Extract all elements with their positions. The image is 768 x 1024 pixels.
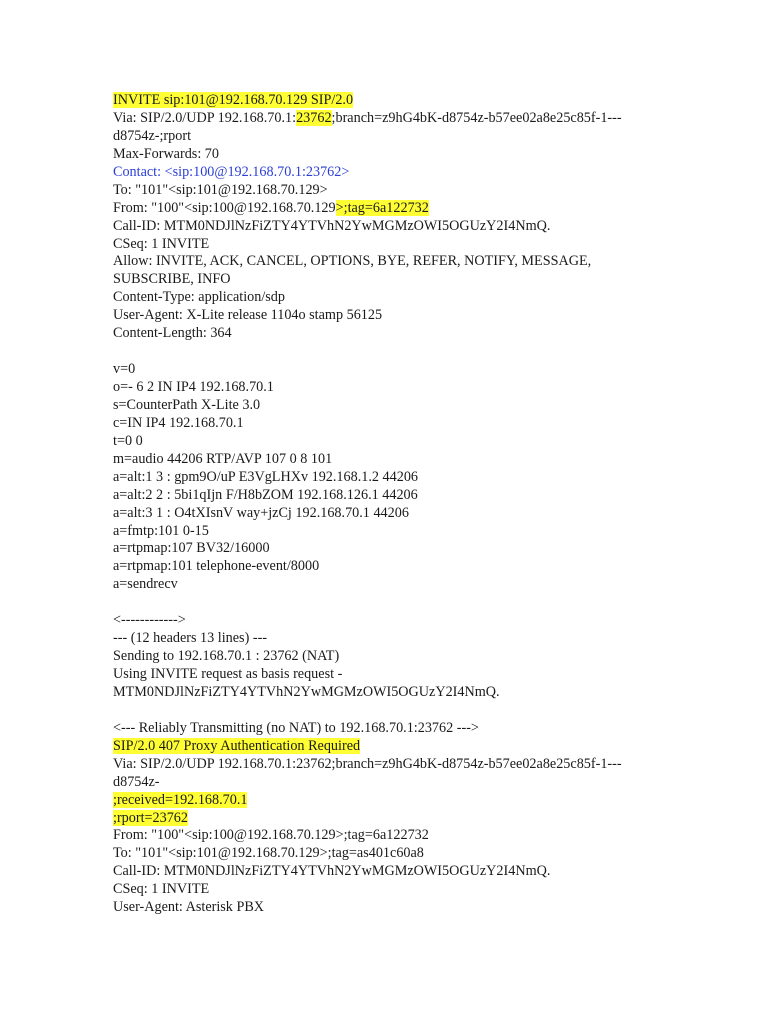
log-line	[113, 164, 713, 182]
log-text: s=CounterPath X-Lite 3.0	[113, 396, 261, 413]
highlighted-text: SIP/2.0 407 Proxy Authentication Required	[113, 737, 361, 754]
log-line	[113, 881, 713, 899]
log-text: CSeq: 1 INVITE	[113, 881, 210, 898]
log-line	[113, 576, 713, 594]
log-line	[113, 505, 713, 523]
log-text: To: "101"<sip:101@192.168.70.129>	[113, 181, 328, 198]
log-line	[113, 307, 713, 325]
log-text: <------------>	[113, 612, 186, 629]
log-line	[113, 845, 713, 863]
log-line	[113, 540, 713, 558]
log-line	[113, 792, 713, 810]
log-line	[113, 128, 713, 146]
log-line	[113, 738, 713, 756]
log-text: Call-ID: MTM0NDJlNzFiZTY4YTVhN2YwMGMzOWI5OGUzY2I4NmQ.	[113, 863, 551, 880]
log-text: v=0	[113, 361, 136, 378]
log-line	[113, 648, 713, 666]
log-text: Sending to 192.168.70.1 : 23762 (NAT)	[113, 648, 340, 665]
log-text: User-Agent: X-Lite release 1104o stamp 56125	[113, 307, 383, 324]
log-text: c=IN IP4 192.168.70.1	[113, 414, 244, 431]
blank-line	[113, 702, 713, 720]
log-text: a=alt:1 3 : gpm9O/uP E3VgLHXv 192.168.1.2 44206	[113, 468, 419, 485]
log-line	[113, 684, 713, 702]
log-line	[113, 379, 713, 397]
log-line	[113, 487, 713, 505]
log-text: User-Agent: Asterisk PBX	[113, 899, 265, 916]
highlighted-text: ;received=192.168.70.1	[113, 791, 248, 808]
log-line	[113, 666, 713, 684]
blank-line	[113, 594, 713, 612]
log-text: To: "101"<sip:101@192.168.70.129>;tag=as401c60a8	[113, 845, 424, 862]
highlighted-text: INVITE sip:101@192.168.70.129 SIP/2.0	[113, 92, 354, 108]
log-line	[113, 92, 713, 110]
contact-text: Contact: <sip:100@192.168.70.1:23762>	[113, 163, 350, 180]
log-line	[113, 720, 713, 738]
log-line	[113, 630, 713, 648]
log-text: a=rtpmap:107 BV32/16000	[113, 540, 270, 557]
log-text: Using INVITE request as basis request -	[113, 666, 343, 682]
log-text: From: "100"<sip:100@192.168.70.129	[113, 199, 336, 216]
log-text: Via: SIP/2.0/UDP 192.168.70.1:	[113, 109, 297, 126]
log-line	[113, 756, 713, 774]
log-line	[113, 774, 713, 792]
log-text: --- (12 headers 13 lines) ---	[113, 630, 268, 647]
log-text: a=alt:2 2 : 5bi1qIjn F/H8bZOM 192.168.126.1 44206	[113, 486, 418, 503]
log-line	[113, 558, 713, 576]
log-line	[113, 451, 713, 469]
highlighted-text: 23762	[296, 109, 332, 126]
log-text: t=0 0	[113, 432, 143, 449]
log-text: a=sendrecv	[113, 576, 178, 593]
log-line	[113, 200, 713, 218]
log-line	[113, 236, 713, 254]
log-line	[113, 325, 713, 343]
log-line	[113, 146, 713, 164]
log-text: a=alt:3 1 : O4tXIsnV way+jzCj 192.168.70.1 44206	[113, 504, 409, 521]
highlighted-text: >;tag=6a122732	[335, 199, 429, 216]
log-line	[113, 182, 713, 200]
log-text: MTM0NDJlNzFiZTY4YTVhN2YwMGMzOWI5OGUzY2I4NmQ.	[113, 683, 500, 700]
log-line	[113, 253, 713, 271]
log-text: <--- Reliably Transmitting (no NAT) to 192.168.70.1:23762 --->	[113, 719, 479, 736]
log-line	[113, 289, 713, 307]
log-line	[113, 899, 713, 917]
log-line	[113, 218, 713, 236]
log-line	[113, 523, 713, 541]
blank-line	[113, 343, 713, 361]
log-line	[113, 469, 713, 487]
log-text: SUBSCRIBE, INFO	[113, 271, 231, 288]
log-line	[113, 271, 713, 289]
log-text: a=fmtp:101 0-15	[113, 522, 209, 539]
log-text: Max-Forwards: 70	[113, 145, 219, 162]
log-text: Allow: INVITE, ACK, CANCEL, OPTIONS, BYE, REFER, NOTIFY, MESSAGE,	[113, 253, 592, 270]
log-line	[113, 415, 713, 433]
log-line	[113, 810, 713, 828]
log-line	[113, 827, 713, 845]
log-line	[113, 863, 713, 881]
log-text: o=- 6 2 IN IP4 192.168.70.1	[113, 379, 274, 395]
log-line	[113, 361, 713, 379]
log-text: m=audio 44206 RTP/AVP 107 0 8 101	[113, 450, 333, 467]
highlighted-text: ;rport=23762	[113, 809, 188, 826]
sip-log-text	[113, 92, 713, 917]
log-text: Content-Type: application/sdp	[113, 289, 285, 306]
log-text: ;branch=z9hG4bK-d8754z-b57ee02a8e25c85f-1---	[331, 109, 622, 126]
log-text: Content-Length: 364	[113, 325, 232, 342]
log-text: CSeq: 1 INVITE	[113, 235, 210, 252]
log-line	[113, 110, 713, 128]
log-line	[113, 397, 713, 415]
log-text: d8754z-;rport	[113, 127, 192, 144]
log-text: d8754z-	[113, 773, 160, 790]
log-text: From: "100"<sip:100@192.168.70.129>;tag=6a122732	[113, 827, 429, 844]
log-line	[113, 612, 713, 630]
log-text: Via: SIP/2.0/UDP 192.168.70.1:23762;branch=z9hG4bK-d8754z-b57ee02a8e25c85f-1---	[113, 755, 622, 772]
log-text: Call-ID: MTM0NDJlNzFiZTY4YTVhN2YwMGMzOWI5OGUzY2I4NmQ.	[113, 217, 551, 234]
log-text: a=rtpmap:101 telephone-event/8000	[113, 558, 320, 575]
log-line	[113, 433, 713, 451]
